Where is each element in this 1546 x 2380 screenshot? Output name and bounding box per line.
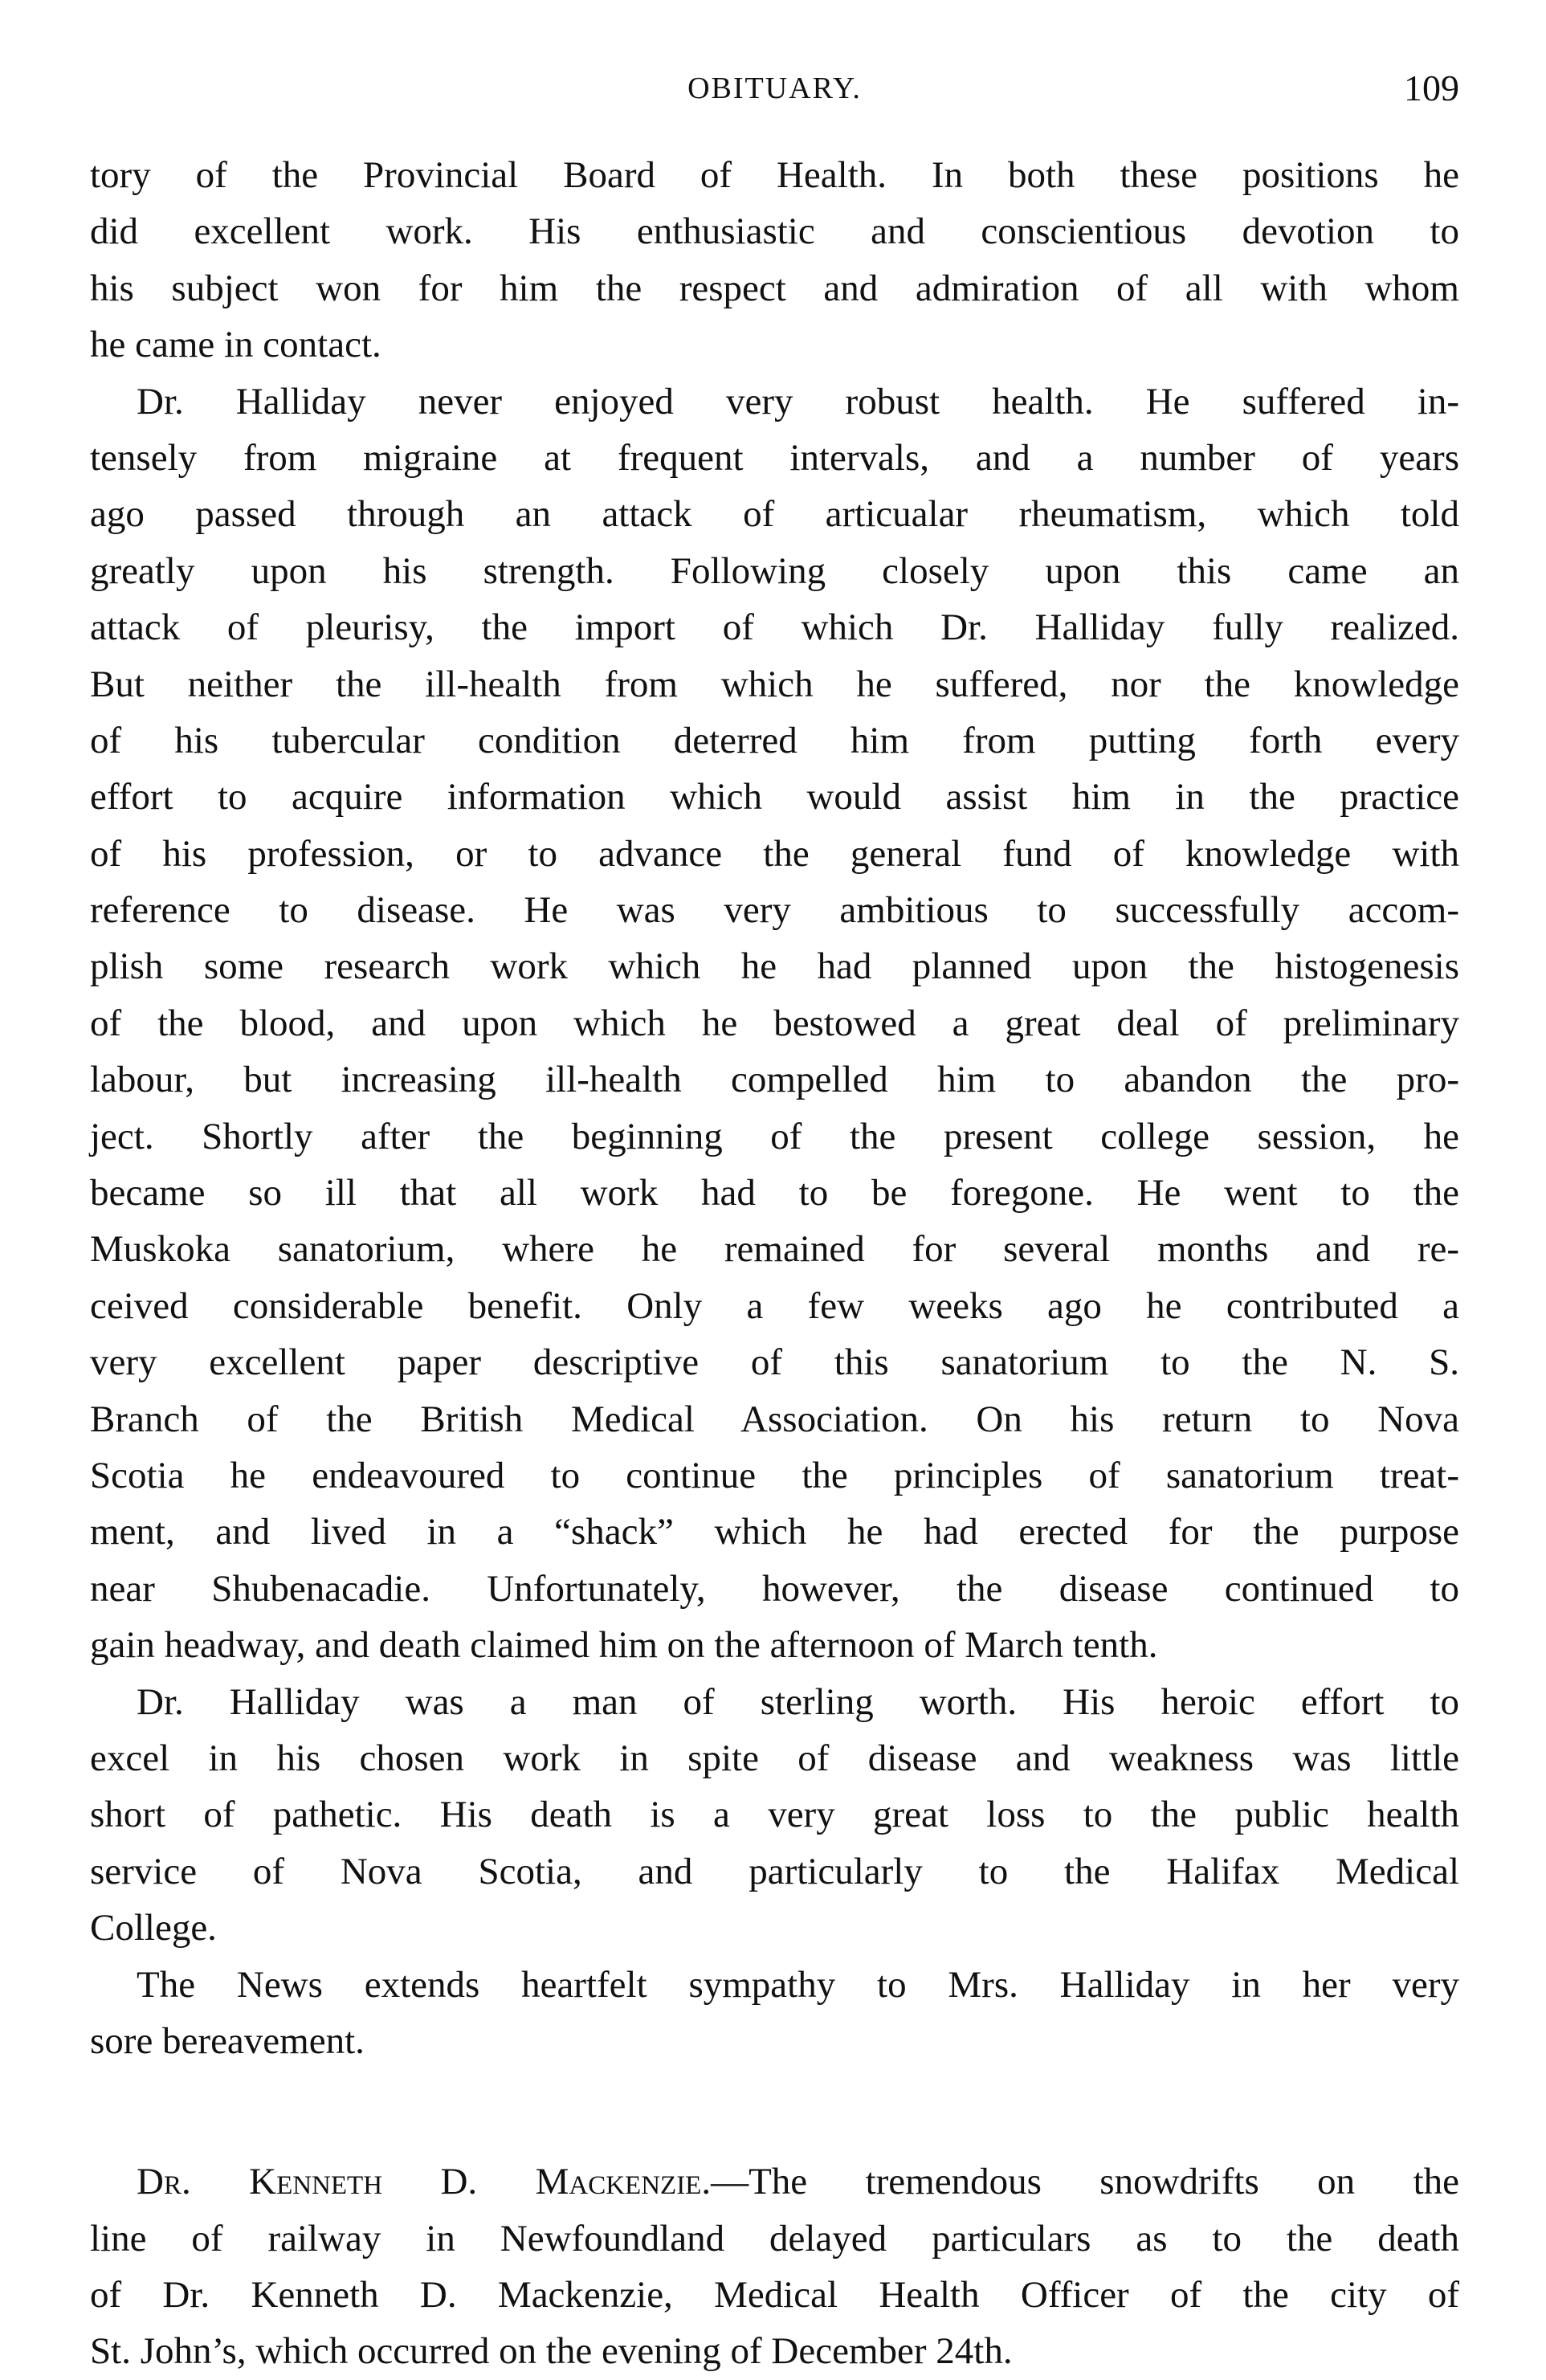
- text-line: attack of pleurisy, the import of which Dr. Halliday fully realized.: [90, 606, 1459, 649]
- text-line: labour, but increasing ill-health compelled him to abandon the pro-: [90, 1059, 1459, 1101]
- text-line: of his tubercular condition deterred him from putting forth every: [90, 719, 1459, 761]
- text-line: ceived considerable benefit. Only a few weeks ago he contributed a: [90, 1284, 1459, 1327]
- section-gap: [90, 2069, 1459, 2153]
- text-line: became so ill that all work had to be foregone. He went to the: [90, 1172, 1459, 1214]
- text-line: short of pathetic. His death is a very great loss to the public health: [90, 1794, 1459, 1836]
- text-line: his subject won for him the respect and admiration of all with whom: [90, 267, 1459, 309]
- text-line: excel in his chosen work in spite of disease and weakness was little: [90, 1737, 1459, 1779]
- text-line: Dr. Halliday was a man of sterling worth. His heroic effort to: [137, 1680, 1459, 1723]
- entry-first-line-text: The tremendous snowdrifts on the: [749, 2161, 1460, 2203]
- text-line: of his profession, or to advance the general fund of knowledge with: [90, 832, 1459, 875]
- text-line: tensely from migraine at frequent intervals, and a number of years: [90, 436, 1459, 479]
- page-header: [90, 56, 1459, 120]
- entry-first-line: [90, 2153, 1459, 2210]
- text-line: Scotia he endeavoured to continue the principles of sanatorium treat-: [90, 1454, 1459, 1496]
- running-head: OBITUARY.: [687, 71, 862, 105]
- text-line: ago passed through an attack of articualar rheumatism, which told: [90, 493, 1459, 536]
- text-line: did excellent work. His enthusiastic and conscientious devotion to: [90, 210, 1459, 253]
- text-line: sore bereavement.: [90, 2019, 365, 2062]
- text-line: College.: [90, 1907, 217, 1949]
- text-line: Branch of the British Medical Association. On his return to Nova: [90, 1398, 1459, 1440]
- text-line: reference to disease. He was very ambitious to successfully accom-: [90, 889, 1459, 932]
- text-line: he came in contact.: [90, 324, 381, 366]
- text-line: St. John’s, which occurred on the evening of December 24th.: [90, 2330, 1013, 2373]
- text-line: plish some research work which he had planned upon the histogenesis: [90, 945, 1459, 988]
- text-line: But neither the ill-health from which he suffered, nor the knowledge: [90, 663, 1459, 705]
- text-line: line of railway in Newfoundland delayed particulars as to the death: [90, 2217, 1459, 2260]
- text-line: ment, and lived in a “shack” which he had erected for the purpose: [90, 1511, 1459, 1553]
- text-line: service of Nova Scotia, and particularly to the Halifax Medical: [90, 1850, 1459, 1892]
- text-line: of Dr. Kenneth D. Mackenzie, Medical Health Officer of the city of: [90, 2274, 1459, 2317]
- body-text: [90, 147, 1459, 2380]
- text-line: tory of the Provincial Board of Health. In both these positions he: [90, 154, 1459, 196]
- text-line: The News extends heartfelt sympathy to Mrs. Halliday in her very: [137, 1963, 1459, 2006]
- page-number: 109: [1404, 67, 1459, 108]
- text-line: Dr. Halliday never enjoyed very robust health. He suffered in-: [137, 380, 1459, 423]
- entry-heading-name: Dr. Kenneth D. Mackenzie.: [137, 2161, 712, 2203]
- text-line: very excellent paper descriptive of this sanatorium to the N. S.: [90, 1341, 1459, 1384]
- entry-heading-dash: —: [711, 2161, 749, 2203]
- text-line: ject. Shortly after the beginning of the present college session, he: [90, 1115, 1459, 1157]
- text-line: Muskoka sanatorium, where he remained for several months and re-: [90, 1228, 1459, 1271]
- text-line: effort to acquire information which would assist him in the practice: [90, 776, 1459, 819]
- text-line: of the blood, and upon which he bestowed a great deal of preliminary: [90, 1002, 1459, 1044]
- text-line: greatly upon his strength. Following closely upon this came an: [90, 549, 1459, 592]
- text-line: near Shubenacadie. Unfortunately, however, the disease continued to: [90, 1567, 1459, 1610]
- text-line: gain headway, and death claimed him on the afternoon of March tenth.: [90, 1624, 1158, 1667]
